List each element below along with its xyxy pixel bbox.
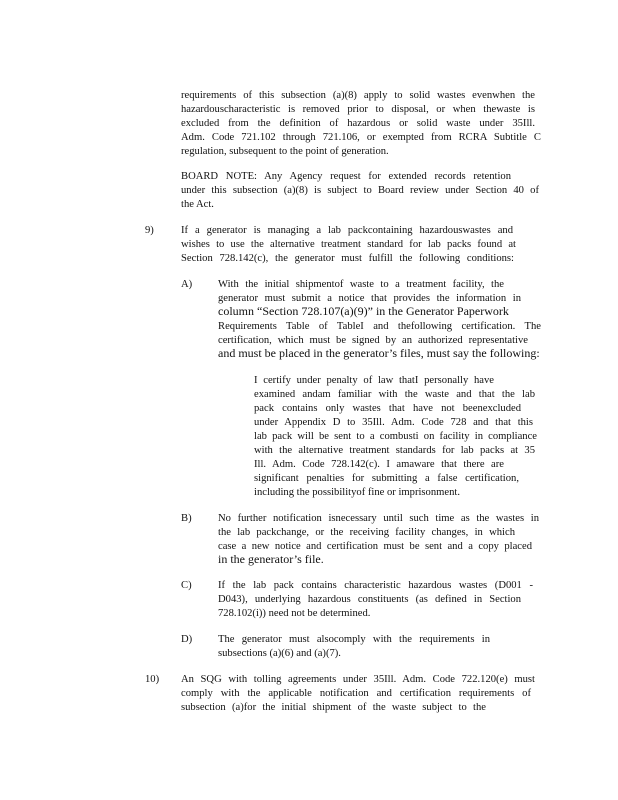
text-line: regulation, subsequent to the point of generation. <box>181 146 389 157</box>
text-line: including the possibilityof fine or imprisonment. <box>254 487 460 498</box>
text-line: and must be placed in the generator’s files, must say the following: <box>218 346 540 360</box>
text-line: case a new notice and certification must be sent and a copy placed <box>218 541 532 552</box>
text-line: generator must submit a notice that provides the information in <box>218 293 521 304</box>
item-letter: D) <box>181 634 193 645</box>
text-line: subsection (a)for the initial shipment of the waste subject to the <box>181 702 486 713</box>
text-line: Adm. Code 721.102 through 721.106, or exempted from RCRA Subtitle C <box>181 132 541 143</box>
text-line: wishes to use the alternative treatment standard for lab packs found at <box>181 239 516 250</box>
item-letter: A) <box>181 279 193 290</box>
text-line: If a generator is managing a lab packcontaining hazardouswastes and <box>181 225 513 236</box>
text-line: D043), underlying hazardous constituents (as defined in Section <box>218 594 521 605</box>
text-line: With the initial shipmentof waste to a treatment facility, the <box>218 279 504 290</box>
text-line: Requirements Table of TableI and thefollowing certification. The <box>218 321 541 332</box>
text-line: An SQG with tolling agreements under 35Ill. Adm. Code 722.120(e) must <box>181 674 535 685</box>
text-line: Ill. Adm. Code 728.142(c). I amaware that there are <box>254 459 504 470</box>
item-number: 10) <box>145 674 160 685</box>
text-line: If the lab pack contains characteristic hazardous wastes (D001 - <box>218 580 533 591</box>
text-line: subsections (a)(6) and (a)(7). <box>218 648 341 659</box>
text-line: hazardouscharacteristic is removed prior to disposal, or when thewaste is <box>181 104 535 115</box>
text-line: requirements of this subsection (a)(8) apply to solid wastes evenwhen the <box>181 90 535 101</box>
text-line: The generator must alsocomply with the requirements in <box>218 634 490 645</box>
text-line: under Appendix D to 35Ill. Adm. Code 728 and that this <box>254 417 533 428</box>
text-line: under this subsection (a)(8) is subject to Board review under Section 40 of <box>181 185 539 196</box>
text-line: column “Section 728.107(a)(9)” in the Generator Paperwork <box>218 304 509 318</box>
text-line: examined andam familiar with the waste and that the lab <box>254 389 535 400</box>
text-line: comply with the applicable notification and certification requirements of <box>181 688 531 699</box>
text-line: I certify under penalty of law thatI personally have <box>254 375 494 386</box>
text-line: BOARD NOTE: Any Agency request for extended records retention <box>181 171 511 182</box>
text-line: significant penalties for submitting a false certification, <box>254 473 519 484</box>
text-line: certification, which must be signed by an authorized representative <box>218 335 528 346</box>
text-line: the lab packchange, or the receiving facility changes, in which <box>218 527 515 538</box>
text-line: excluded from the definition of hazardous or solid waste under 35Ill. <box>181 118 535 129</box>
item-letter: C) <box>181 580 192 591</box>
item-letter: B) <box>181 513 192 524</box>
text-line: pack contains only wastes that have not beenexcluded <box>254 403 521 414</box>
text-line: with the alternative treatment standards for lab packs at 35 <box>254 445 535 456</box>
text-line: No further notification isnecessary until such time as the wastes in <box>218 513 539 524</box>
text-line: lab pack will be sent to a combusti on facility in compliance <box>254 431 537 442</box>
text-line: 728.102(i)) need not be determined. <box>218 608 371 619</box>
text-line: in the generator’s file. <box>218 552 324 566</box>
text-line: Section 728.142(c), the generator must fulfill the following conditions: <box>181 253 514 264</box>
text-line: the Act. <box>181 199 214 210</box>
item-number: 9) <box>145 225 154 236</box>
